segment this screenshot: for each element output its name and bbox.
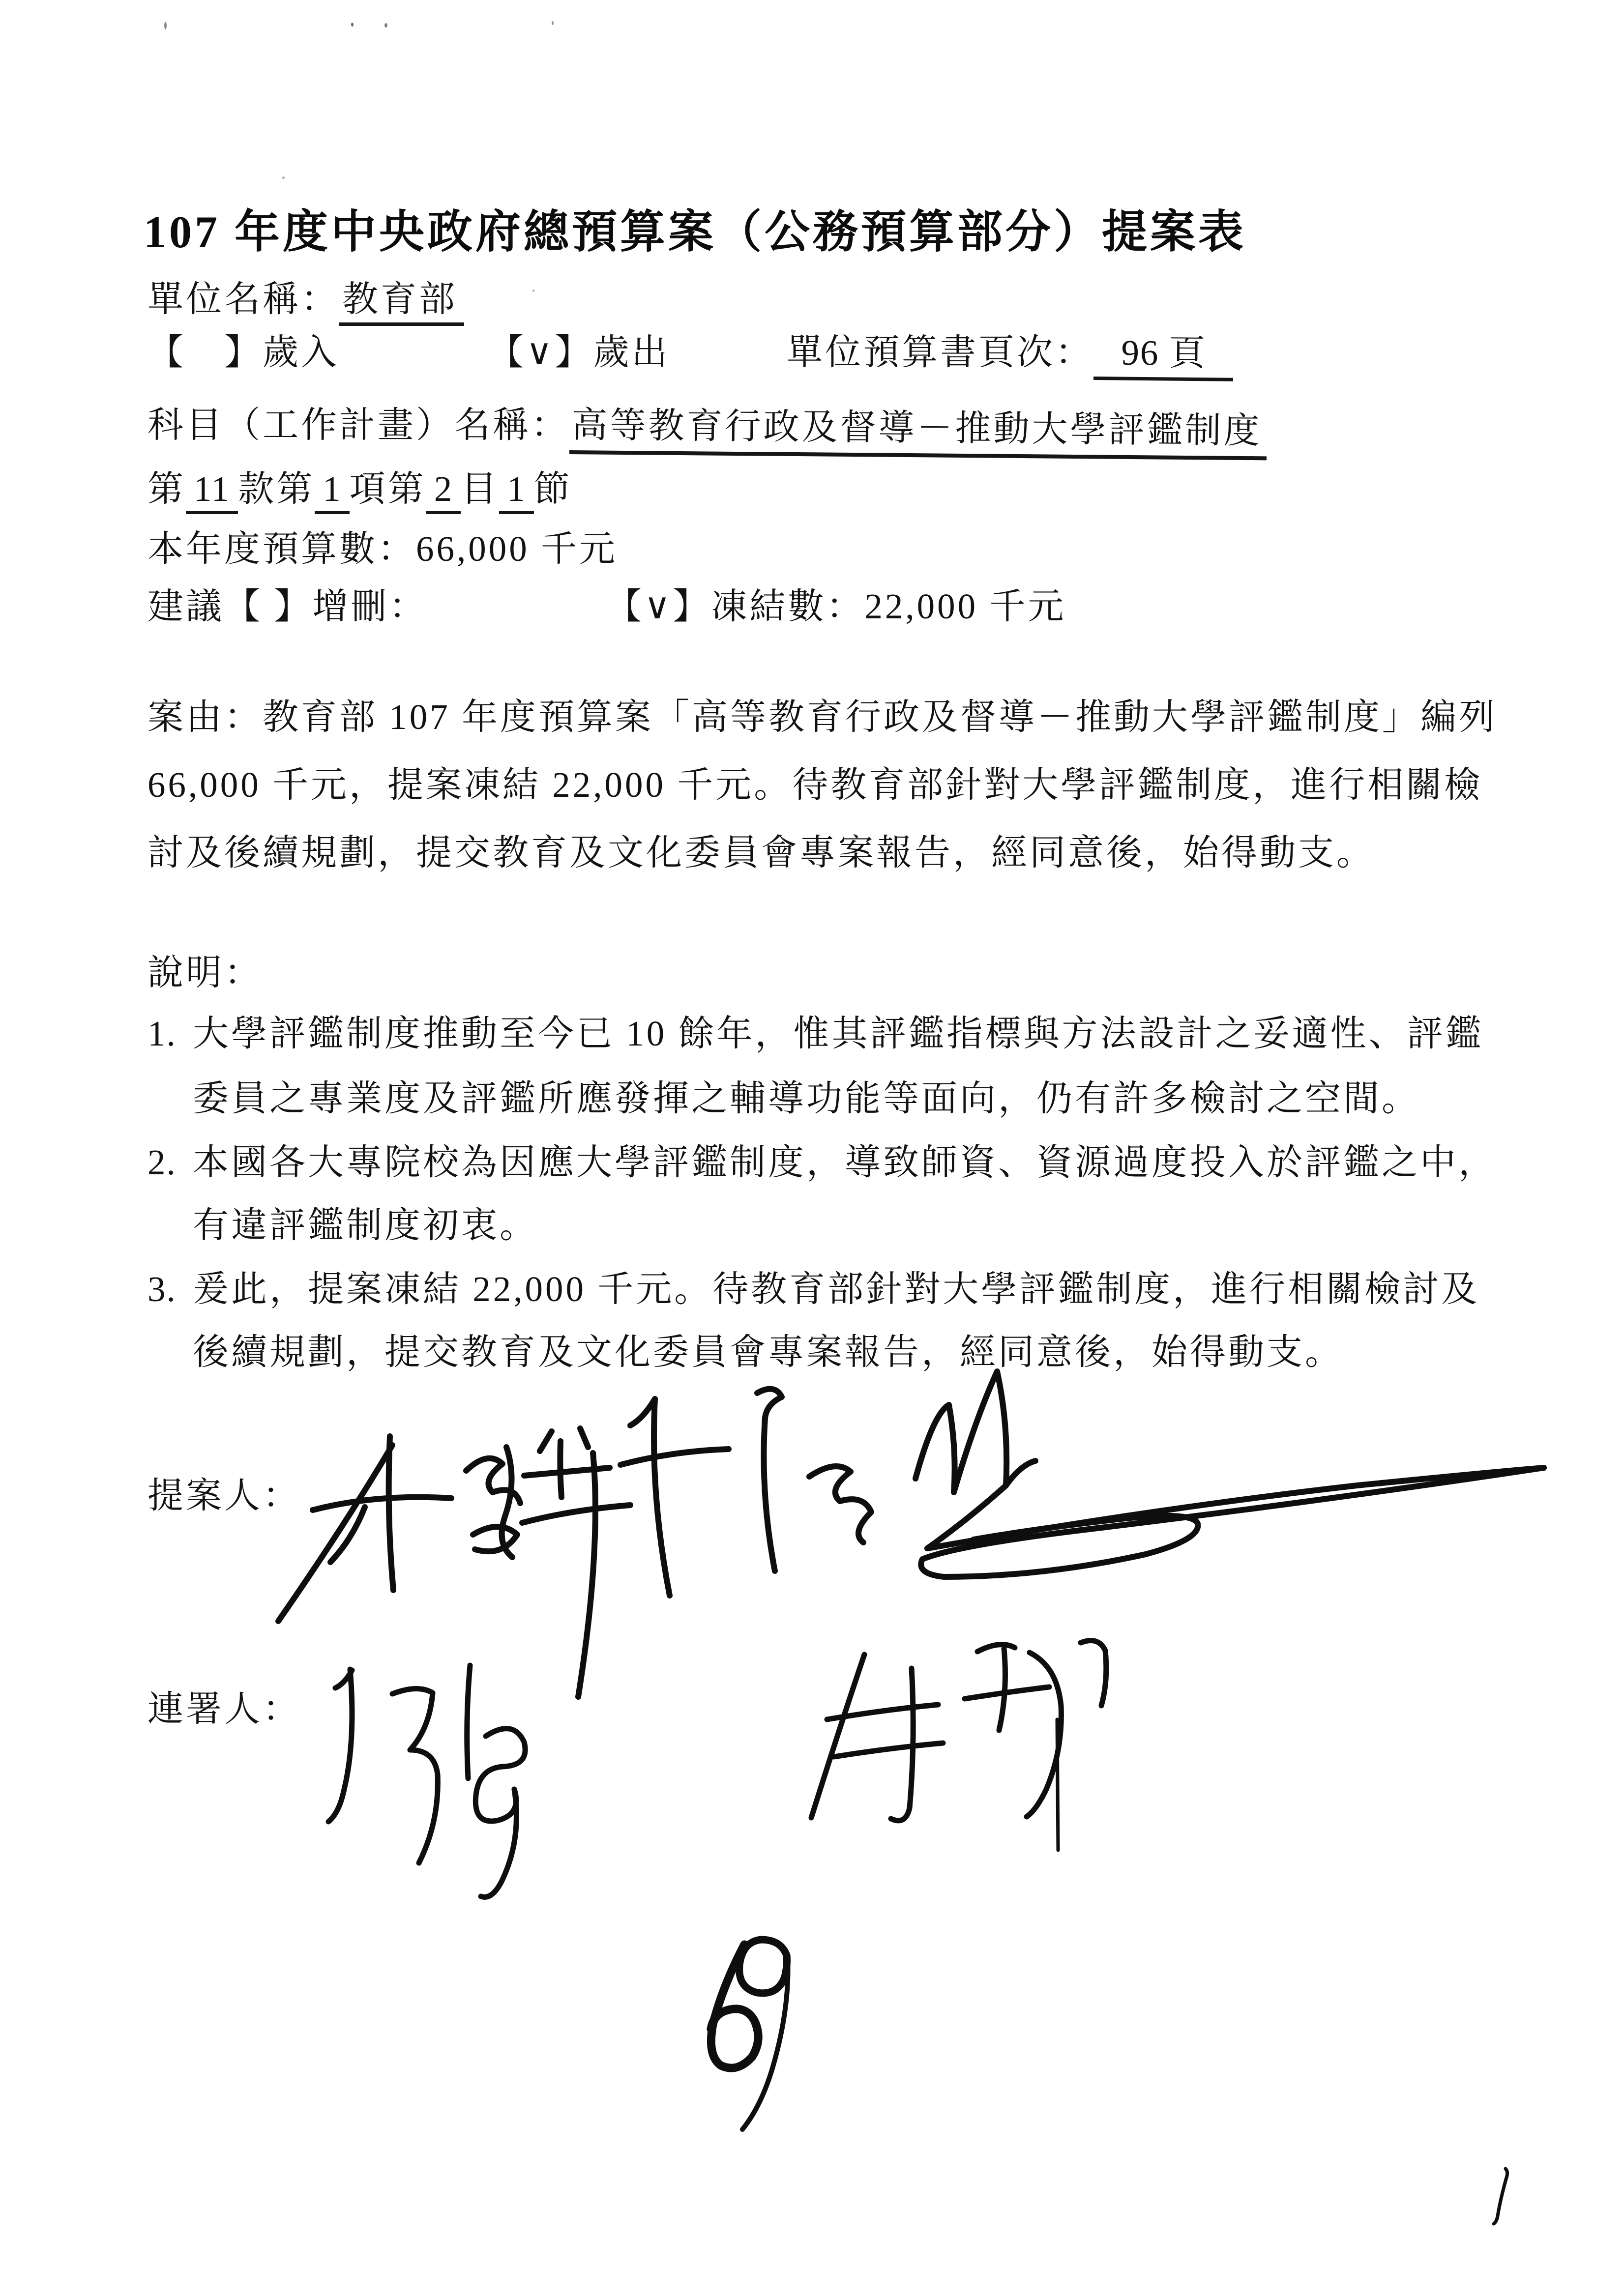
revenue-checkbox: 【 】 xyxy=(148,332,263,372)
item-number: 2. xyxy=(148,1142,177,1182)
scan-speck xyxy=(552,21,554,25)
item-text-line: 爰此，提案凍結 22,000 千元。待教育部針對大學評鑑制度，進行相關檢討及 xyxy=(193,1269,1480,1309)
clause-text: 項第 xyxy=(349,469,426,509)
pen-mark xyxy=(1494,2169,1507,2224)
unit-name-label: 單位名稱： xyxy=(148,279,339,319)
item-text-line: 本國各大專院校為因應大學評鑑制度，導致師資、資源過度投入於評鑑之中， xyxy=(193,1142,1497,1182)
item-text-line: 有違評鑑制度初衷。 xyxy=(193,1205,538,1245)
scan-speck xyxy=(532,290,534,292)
page-ref-label: 單位預算書頁次： xyxy=(787,332,1093,372)
budget-line: 本年度預算數：66,000 千元 xyxy=(148,529,618,569)
clause-text: 目 xyxy=(461,469,500,509)
clause-text: 第 xyxy=(148,469,186,509)
clause-kuan-number: 11 xyxy=(186,469,238,514)
clause-mu-number: 2 xyxy=(426,469,461,514)
expenditure-checkbox: 【∨】 xyxy=(488,332,593,372)
case-paragraph-line: 討及後續規劃，提交教育及文化委員會專案報告，經同意後，始得動支。 xyxy=(148,833,1375,872)
subject-line xyxy=(148,407,1267,454)
explanation-heading: 說明： xyxy=(148,953,263,992)
subject-value: 高等教育行政及督導－推動大學評鑑制度 xyxy=(569,407,1267,460)
unit-name-line xyxy=(148,281,464,317)
scan-speck xyxy=(164,22,167,29)
case-paragraph-line: 案由：教育部 107 年度預算案「高等教育行政及督導－推動大學評鑑制度」編列 xyxy=(148,697,1497,737)
scan-speck xyxy=(351,23,354,27)
freeze-amount: 【∨】凍結數：22,000 千元 xyxy=(606,586,1066,626)
scan-speck xyxy=(282,176,285,179)
clause-xiang-number: 1 xyxy=(315,469,350,514)
clause-text: 節 xyxy=(533,469,572,509)
proposer-signature-1 xyxy=(278,1428,630,1697)
clause-jie-number: 1 xyxy=(499,469,534,514)
expenditure-check-group xyxy=(488,334,670,370)
proposer-signature-2 xyxy=(620,1371,1544,1596)
expenditure-label: 歲出 xyxy=(593,332,670,372)
case-paragraph-line: 66,000 千元，提案凍結 22,000 千元。待教育部針對大學評鑑制度，進行相關檢 xyxy=(148,765,1483,805)
clause-line xyxy=(148,471,572,507)
revenue-label: 歲入 xyxy=(263,332,339,372)
item-text-line: 委員之專業度及評鑑所應發揮之輔導功能等面向，仍有許多檢討之空間。 xyxy=(193,1078,1420,1118)
handwritten-page-number xyxy=(711,1940,788,2129)
proposer-label: 提案人： xyxy=(148,1476,301,1515)
item-text-line: 後續規劃，提交教育及文化委員會專案報告，經同意後，始得動支。 xyxy=(193,1332,1343,1372)
item-number: 1. xyxy=(148,1014,177,1053)
scan-speck xyxy=(384,23,387,28)
cosigner-signature-1 xyxy=(328,1665,525,1897)
unit-name-value: 教育部 xyxy=(339,279,464,326)
page-ref-value: 96 頁 xyxy=(1093,334,1234,381)
revenue-check-group xyxy=(148,334,339,370)
item-text-line: 大學評鑑制度推動至今已 10 餘年，惟其評鑑指標與方法設計之妥適性、評鑑 xyxy=(193,1014,1484,1053)
cosigner-label: 連署人： xyxy=(148,1689,301,1729)
suggestion-label: 建議【 】增刪： xyxy=(148,586,428,626)
clause-text: 款第 xyxy=(238,469,315,509)
subject-label: 科目（工作計畫）名稱： xyxy=(148,405,569,445)
cosigner-signature-2 xyxy=(811,1641,1106,1850)
document-title: 107 年度中央政府總預算案（公務預算部分）提案表 xyxy=(144,207,1247,257)
item-number: 3. xyxy=(148,1269,177,1309)
page-ref-group xyxy=(787,334,1233,380)
